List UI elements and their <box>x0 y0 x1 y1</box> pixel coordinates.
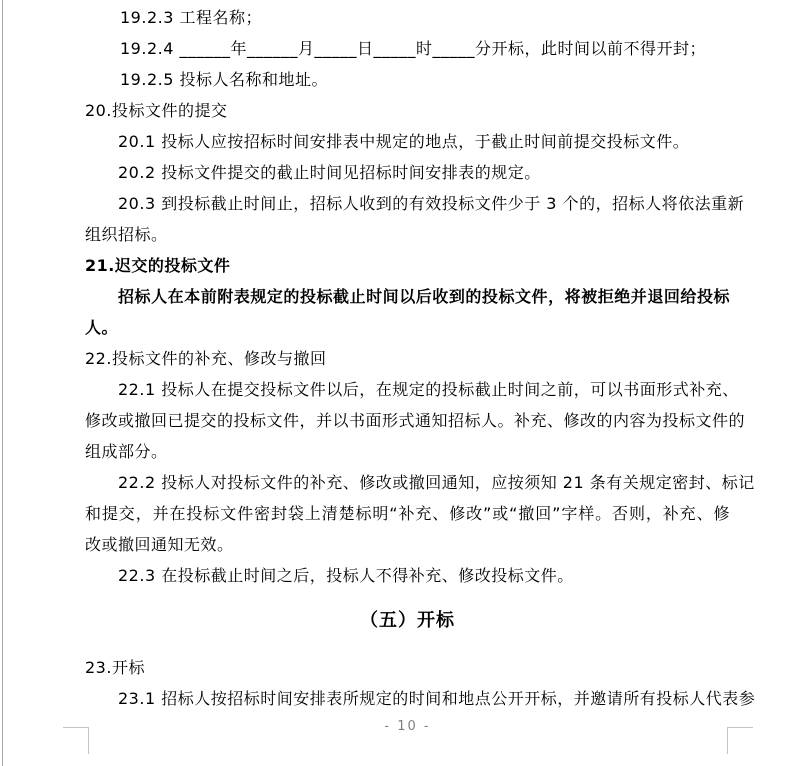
doc-line: 招标人在本前附表规定的投标截止时间以后收到的投标文件，将被拒绝并退回给投标 <box>118 287 730 306</box>
doc-line: 20.3 到投标截止时间止，招标人收到的有效投标文件少于 3 个的，招标人将依法重新 <box>118 194 745 213</box>
doc-line: 和提交，并在投标文件密封袋上清楚标明“补充、修改”或“撤回”字样。否则，补充、修 <box>85 504 730 523</box>
doc-line: 组织招标。 <box>85 225 168 244</box>
doc-section-23: 23.开标 <box>85 658 145 677</box>
section-heading-kaibiao: （五）开标 <box>360 610 455 631</box>
doc-section-20: 20.投标文件的提交 <box>85 101 228 120</box>
page-left-edge <box>2 0 3 766</box>
doc-line: 22.2 投标人对投标文件的补充、修改或撤回通知，应按须知 21 条有关规定密封、标记 <box>118 473 755 492</box>
doc-line: 修改或撤回已提交的投标文件，并以书面形式通知招标人。补充、修改的内容为投标文件的 <box>85 411 746 430</box>
doc-line: 22.1 投标人在提交投标文件以后，在规定的投标截止时间之前，可以书面形式补充、 <box>118 380 739 399</box>
doc-line: 20.2 投标文件提交的截止时间见招标时间安排表的规定。 <box>118 163 541 182</box>
doc-line: 19.2.3 工程名称； <box>120 8 262 27</box>
doc-line: 23.1 招标人按招标时间安排表所规定的时间和地点公开开标，并邀请所有投标人代表参 <box>118 689 756 708</box>
doc-section-22: 22.投标文件的补充、修改与撤回 <box>85 349 327 368</box>
doc-line: 组成部分。 <box>85 442 168 461</box>
margin-mark-bottom-right <box>727 727 753 754</box>
doc-line: 人。 <box>85 318 119 337</box>
doc-line: 22.3 在投标截止时间之后，投标人不得补充、修改投标文件。 <box>118 566 574 585</box>
doc-line: 20.1 投标人应按招标时间安排表中规定的地点，于截止时间前提交投标文件。 <box>118 132 690 151</box>
document-body <box>85 2 756 714</box>
page-number: - 10 - <box>384 719 431 734</box>
doc-line: 改或撤回通知无效。 <box>85 535 234 554</box>
doc-line-blank-fill: 19.2.4 ______年______月_____日_____时_____分开标，此时间以前不得开封； <box>120 39 706 58</box>
doc-line: 19.2.5 投标人名称和地址。 <box>120 70 328 89</box>
doc-section-21: 21.迟交的投标文件 <box>85 256 231 275</box>
